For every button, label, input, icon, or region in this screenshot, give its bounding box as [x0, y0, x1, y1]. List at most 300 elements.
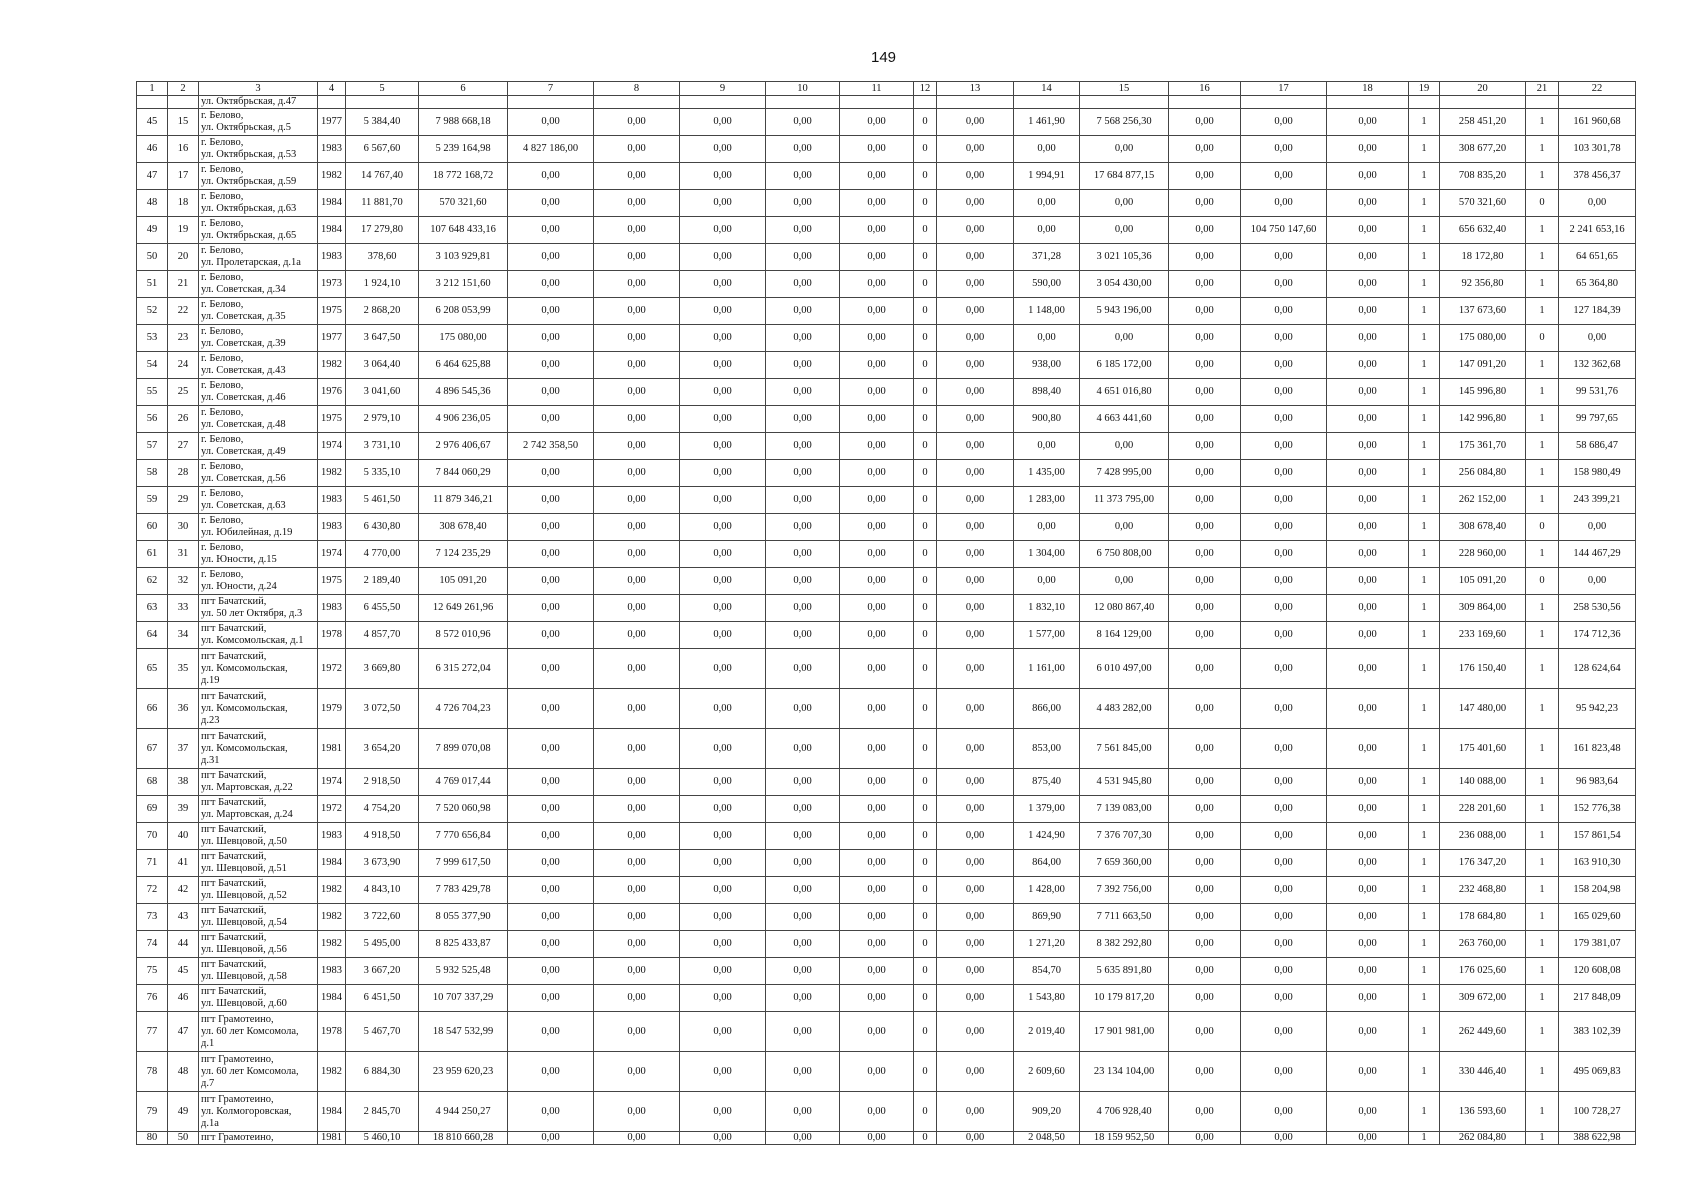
table-cell: 104 750 147,60	[1241, 217, 1327, 244]
table-cell: 1	[1526, 352, 1559, 379]
table-cell: 236 088,00	[1440, 823, 1526, 850]
table-cell: 1	[1409, 109, 1440, 136]
address-line: ул. 60 лет Комсомола,	[201, 1065, 299, 1077]
table-cell: 0,00	[1014, 190, 1080, 217]
table-cell: 0,00	[1014, 217, 1080, 244]
table-cell: 3 021 105,36	[1080, 244, 1169, 271]
table-cell: 0,00	[680, 796, 766, 823]
table-cell: 25	[168, 379, 199, 406]
table-row	[137, 568, 1636, 595]
table-cell: 0,00	[1327, 109, 1409, 136]
table-cell: 0,00	[937, 1012, 1014, 1052]
table-cell: 258 530,56	[1559, 595, 1636, 622]
table-row	[137, 729, 1636, 769]
table-cell	[318, 96, 346, 109]
table-cell: 2 019,40	[1014, 1012, 1080, 1052]
table-cell: 157 861,54	[1559, 823, 1636, 850]
table-cell: 72	[137, 877, 168, 904]
table-cell: 0,00	[1327, 541, 1409, 568]
table-cell: 0,00	[508, 904, 594, 931]
table-cell: 258 451,20	[1440, 109, 1526, 136]
address-cell	[199, 433, 318, 460]
address-cell	[199, 904, 318, 931]
table-cell: 1	[1526, 406, 1559, 433]
table-cell: 0,00	[766, 850, 840, 877]
address-line: ул. Колмогоровская,	[201, 1105, 292, 1117]
table-cell: 1	[1526, 271, 1559, 298]
table-cell: 145 996,80	[1440, 379, 1526, 406]
table-cell: 64 651,65	[1559, 244, 1636, 271]
table-row	[137, 514, 1636, 541]
table-cell: 0,00	[1241, 595, 1327, 622]
table-cell: 0,00	[1241, 406, 1327, 433]
table-cell: 0,00	[1559, 325, 1636, 352]
table-cell: 0,00	[937, 352, 1014, 379]
table-cell: 4 651 016,80	[1080, 379, 1169, 406]
table-cell: 17 279,80	[346, 217, 419, 244]
table-cell: 0,00	[680, 298, 766, 325]
table-cell: 50	[168, 1132, 199, 1145]
table-cell: 1982	[318, 904, 346, 931]
table-cell: 0,00	[680, 689, 766, 729]
table-cell: 44	[168, 931, 199, 958]
address-line: ул. Советская, д.34	[201, 284, 286, 295]
table-cell: 0,00	[594, 1052, 680, 1092]
table-cell: 0,00	[840, 298, 914, 325]
table-cell: 4 726 704,23	[419, 689, 508, 729]
table-cell: 0,00	[594, 823, 680, 850]
table-cell: 1 271,20	[1014, 931, 1080, 958]
table-row	[137, 271, 1636, 298]
table-cell: 5 635 891,80	[1080, 958, 1169, 985]
table-cell: 0,00	[840, 1092, 914, 1132]
table-cell: 4 918,50	[346, 823, 419, 850]
table-cell: 0,00	[937, 460, 1014, 487]
table-cell: 1981	[318, 729, 346, 769]
table-cell: 1	[1526, 904, 1559, 931]
table-cell: 0,00	[680, 271, 766, 298]
table-cell: 0,00	[1169, 1012, 1241, 1052]
table-cell: 1	[1526, 931, 1559, 958]
table-cell: 0,00	[1169, 1052, 1241, 1092]
table-cell: 0,00	[1080, 217, 1169, 244]
address-line: г. Белово,	[201, 137, 244, 148]
table-cell: 17 901 981,00	[1080, 1012, 1169, 1052]
table-cell: 176 347,20	[1440, 850, 1526, 877]
table-cell: 1	[1526, 1052, 1559, 1092]
table-cell: 0,00	[1014, 325, 1080, 352]
table-cell: 0,00	[1241, 244, 1327, 271]
table-cell: 0,00	[594, 541, 680, 568]
table-cell: 0,00	[840, 823, 914, 850]
table-cell: 38	[168, 769, 199, 796]
table-cell: 0,00	[1169, 904, 1241, 931]
table-cell: 0	[914, 379, 937, 406]
address-line: ул. 50 лет Октября, д.3	[201, 608, 303, 619]
table-cell: 49	[168, 1092, 199, 1132]
table-row	[137, 850, 1636, 877]
table-cell: 1	[1526, 985, 1559, 1012]
table-row	[137, 595, 1636, 622]
table-cell: 0,00	[1241, 352, 1327, 379]
table-cell: 0	[914, 689, 937, 729]
table-cell: 1978	[318, 622, 346, 649]
table-cell: 23	[168, 325, 199, 352]
table-cell: 1	[1409, 877, 1440, 904]
table-cell: 7 428 995,00	[1080, 460, 1169, 487]
table-row	[137, 649, 1636, 689]
table-cell: 1984	[318, 1092, 346, 1132]
column-header: 21	[1526, 82, 1559, 96]
table-cell: 256 084,80	[1440, 460, 1526, 487]
table-cell: 1	[1409, 568, 1440, 595]
table-cell: 0,00	[840, 163, 914, 190]
table-cell: 0,00	[840, 1012, 914, 1052]
table-cell: 0,00	[937, 109, 1014, 136]
table-row	[137, 904, 1636, 931]
table-cell: 0	[914, 460, 937, 487]
table-cell: 0,00	[680, 460, 766, 487]
address-line: пгт Бачатский,	[201, 730, 267, 742]
table-cell: 158 204,98	[1559, 877, 1636, 904]
table-cell: 6 185 172,00	[1080, 352, 1169, 379]
table-cell: 1	[1409, 460, 1440, 487]
table-cell: 99 531,76	[1559, 379, 1636, 406]
table-cell: 708 835,20	[1440, 163, 1526, 190]
column-header: 19	[1409, 82, 1440, 96]
table-cell: 3 731,10	[346, 433, 419, 460]
table-cell: 3 041,60	[346, 379, 419, 406]
table-cell: 1	[1409, 244, 1440, 271]
table-cell	[766, 96, 840, 109]
table-cell: 1	[1526, 163, 1559, 190]
table-cell: 140 088,00	[1440, 769, 1526, 796]
table-cell: 1983	[318, 823, 346, 850]
table-cell: 26	[168, 406, 199, 433]
table-cell: 0,00	[1241, 298, 1327, 325]
address-line: г. Белово,	[201, 380, 244, 391]
table-cell: 0,00	[1241, 136, 1327, 163]
table-cell: 76	[137, 985, 168, 1012]
table-cell	[1440, 96, 1526, 109]
table-cell: 1	[1409, 1052, 1440, 1092]
table-cell: 0,00	[1241, 514, 1327, 541]
table-cell: 1	[1409, 729, 1440, 769]
table-cell: 5 467,70	[346, 1012, 419, 1052]
table-cell: 1984	[318, 985, 346, 1012]
column-header: 9	[680, 82, 766, 96]
table-cell: 4 754,20	[346, 796, 419, 823]
table-cell: 6 464 625,88	[419, 352, 508, 379]
table-cell: 3 654,20	[346, 729, 419, 769]
table-cell: 0,00	[508, 649, 594, 689]
table-cell: 46	[168, 985, 199, 1012]
address-cell	[199, 796, 318, 823]
table-cell: 6 455,50	[346, 595, 419, 622]
table-cell: 0,00	[508, 163, 594, 190]
table-cell: 60	[137, 514, 168, 541]
table-cell: 0,00	[937, 769, 1014, 796]
table-cell: 0,00	[840, 406, 914, 433]
table-cell: 0,00	[937, 649, 1014, 689]
table-cell: 0	[914, 877, 937, 904]
table-cell: 0,00	[840, 352, 914, 379]
table-cell: 0,00	[594, 352, 680, 379]
table-cell: 0,00	[766, 931, 840, 958]
table-cell: 0,00	[1327, 850, 1409, 877]
table-cell: 50	[137, 244, 168, 271]
table-cell: 5 239 164,98	[419, 136, 508, 163]
table-cell: 1983	[318, 244, 346, 271]
table-cell: 0,00	[508, 352, 594, 379]
address-line: ул. Мартовская, д.24	[201, 809, 293, 820]
table-cell: 0,00	[1169, 541, 1241, 568]
table-cell: 0,00	[508, 514, 594, 541]
address-cell	[199, 1052, 318, 1092]
table-cell: 105 091,20	[419, 568, 508, 595]
table-cell: 853,00	[1014, 729, 1080, 769]
table-row	[137, 109, 1636, 136]
address-line: г. Белово,	[201, 353, 244, 364]
address-cell	[199, 985, 318, 1012]
table-cell: 1982	[318, 931, 346, 958]
address-line: ул. Шевцовой, д.50	[201, 836, 287, 847]
table-cell: 1974	[318, 541, 346, 568]
table-cell: 2 918,50	[346, 769, 419, 796]
table-cell: 1 543,80	[1014, 985, 1080, 1012]
table-cell	[914, 96, 937, 109]
address-line: г. Белово,	[201, 110, 244, 121]
address-line: ул. Шевцовой, д.58	[201, 971, 287, 982]
table-cell: 900,80	[1014, 406, 1080, 433]
table-cell: 45	[168, 958, 199, 985]
table-cell: 5 495,00	[346, 931, 419, 958]
table-cell: 59	[137, 487, 168, 514]
table-cell: 30	[168, 514, 199, 541]
table-cell	[937, 96, 1014, 109]
table-cell: 0,00	[1327, 217, 1409, 244]
table-cell: 0,00	[680, 244, 766, 271]
table-cell: 34	[168, 622, 199, 649]
address-cell	[199, 1132, 318, 1145]
table-cell: 0,00	[937, 271, 1014, 298]
address-cell	[199, 1012, 318, 1052]
table-cell: 0	[914, 595, 937, 622]
table-cell: 0,00	[594, 1132, 680, 1145]
table-cell: 65 364,80	[1559, 271, 1636, 298]
table-cell: 0,00	[680, 931, 766, 958]
table-cell	[1169, 96, 1241, 109]
column-header: 12	[914, 82, 937, 96]
table-cell: 2 868,20	[346, 298, 419, 325]
table-cell: 0,00	[1169, 958, 1241, 985]
address-line: г. Белово,	[201, 569, 244, 580]
table-cell: 0	[914, 109, 937, 136]
table-cell: 1 924,10	[346, 271, 419, 298]
table-cell	[840, 96, 914, 109]
table-cell: 47	[137, 163, 168, 190]
table-cell: 127 184,39	[1559, 298, 1636, 325]
table-cell: 103 301,78	[1559, 136, 1636, 163]
address-line: д.19	[201, 674, 220, 686]
table-cell: 0,00	[508, 958, 594, 985]
address-cell	[199, 595, 318, 622]
table-cell: 0	[914, 1012, 937, 1052]
table-cell	[680, 96, 766, 109]
table-cell: 1	[1409, 649, 1440, 689]
table-cell: 383 102,39	[1559, 1012, 1636, 1052]
address-line: д.23	[201, 714, 220, 726]
table-cell: 0	[914, 904, 937, 931]
table-cell: 0,00	[937, 163, 1014, 190]
table-cell: 0	[914, 514, 937, 541]
table-cell: 0,00	[766, 271, 840, 298]
table-cell: 1	[1409, 325, 1440, 352]
address-line: ул. Советская, д.49	[201, 446, 286, 457]
table-cell: 0,00	[1169, 796, 1241, 823]
table-cell: 1	[1526, 769, 1559, 796]
address-line: пгт Бачатский,	[201, 797, 267, 808]
table-cell: 0,00	[1080, 514, 1169, 541]
table-cell: 0,00	[508, 379, 594, 406]
address-line: ул. Советская, д.43	[201, 365, 286, 376]
table-cell: 1	[1526, 689, 1559, 729]
table-cell: 1973	[318, 271, 346, 298]
table-row	[137, 1092, 1636, 1132]
table-cell: 0,00	[1169, 985, 1241, 1012]
table-cell: 68	[137, 769, 168, 796]
table-cell: 0,00	[937, 796, 1014, 823]
table-cell: 0,00	[1241, 850, 1327, 877]
table-cell: 0,00	[1241, 190, 1327, 217]
table-cell: 0,00	[937, 985, 1014, 1012]
table-cell: 1977	[318, 325, 346, 352]
table-cell: 0,00	[680, 622, 766, 649]
table-cell: 0,00	[1327, 433, 1409, 460]
table-cell: 0,00	[840, 1132, 914, 1145]
table-cell: 0,00	[1327, 985, 1409, 1012]
table-cell: 0,00	[766, 985, 840, 1012]
table-cell: 570 321,60	[1440, 190, 1526, 217]
address-line: ул. Комсомольская,	[201, 702, 288, 714]
table-cell: 0	[914, 823, 937, 850]
table-cell: 0,00	[1241, 958, 1327, 985]
table-cell: 6 010 497,00	[1080, 649, 1169, 689]
table-cell: 2 979,10	[346, 406, 419, 433]
table-cell: 909,20	[1014, 1092, 1080, 1132]
table-cell: 0,00	[508, 325, 594, 352]
table-cell: 262 084,80	[1440, 1132, 1526, 1145]
table-cell: 1	[1526, 729, 1559, 769]
table-cell: 1977	[318, 109, 346, 136]
table-cell: 0	[914, 985, 937, 1012]
table-cell: 0,00	[1169, 823, 1241, 850]
table-cell: 0,00	[1169, 689, 1241, 729]
table-cell: 0,00	[840, 433, 914, 460]
table-cell: 41	[168, 850, 199, 877]
table-cell: 0,00	[1241, 568, 1327, 595]
table-cell: 0,00	[680, 325, 766, 352]
table-cell: 3 072,50	[346, 689, 419, 729]
table-row	[137, 298, 1636, 325]
table-cell: 0,00	[1327, 406, 1409, 433]
table-cell: 7 139 083,00	[1080, 796, 1169, 823]
table-cell: 6 451,50	[346, 985, 419, 1012]
address-line: ул. Юности, д.15	[201, 554, 277, 565]
table-cell: 3 722,60	[346, 904, 419, 931]
table-cell: 1 161,00	[1014, 649, 1080, 689]
table-cell: 0,00	[766, 379, 840, 406]
table-cell: 6 750 808,00	[1080, 541, 1169, 568]
table-cell: 100 728,27	[1559, 1092, 1636, 1132]
address-line: ул. Октябрьская, д.63	[201, 203, 297, 214]
address-cell	[199, 729, 318, 769]
table-cell: 0,00	[766, 217, 840, 244]
table-cell: 47	[168, 1012, 199, 1052]
table-cell: 0,00	[1327, 958, 1409, 985]
table-cell: 0,00	[1169, 769, 1241, 796]
table-cell: 0,00	[508, 460, 594, 487]
table-cell: 1982	[318, 1052, 346, 1092]
address-line: ул. Шевцовой, д.54	[201, 917, 287, 928]
address-line: г. Белово,	[201, 191, 244, 202]
table-cell: 0	[1526, 568, 1559, 595]
table-cell: 4 906 236,05	[419, 406, 508, 433]
table-cell: 0	[914, 163, 937, 190]
table-cell: 590,00	[1014, 271, 1080, 298]
address-line: ул. Советская, д.35	[201, 311, 286, 322]
address-cell	[199, 622, 318, 649]
table-cell: 0,00	[594, 796, 680, 823]
table-cell: 0,00	[1241, 271, 1327, 298]
table-cell: 1972	[318, 649, 346, 689]
table-cell: 0,00	[766, 1132, 840, 1145]
address-cell	[199, 568, 318, 595]
table-cell: 0,00	[594, 460, 680, 487]
table-cell: 1	[1526, 487, 1559, 514]
table-cell: 2 048,50	[1014, 1132, 1080, 1145]
table-cell: 309 864,00	[1440, 595, 1526, 622]
table-cell: 0,00	[594, 217, 680, 244]
table-cell: 1	[1409, 689, 1440, 729]
table-cell: 0,00	[680, 406, 766, 433]
table-cell: 0,00	[937, 541, 1014, 568]
table-cell: 0,00	[1241, 689, 1327, 729]
table-cell: 1979	[318, 689, 346, 729]
address-line: г. Белово,	[201, 326, 244, 337]
address-line: пгт Бачатский,	[201, 905, 267, 916]
table-cell: 75	[137, 958, 168, 985]
column-header: 13	[937, 82, 1014, 96]
table-cell: 1	[1409, 217, 1440, 244]
address-line: ул. Мартовская, д.22	[201, 782, 293, 793]
table-cell: 1 148,00	[1014, 298, 1080, 325]
table-cell: 0,00	[680, 541, 766, 568]
table-cell: 1982	[318, 877, 346, 904]
table-cell: 0,00	[840, 904, 914, 931]
table-cell: 1	[1409, 379, 1440, 406]
table-cell: 0,00	[840, 487, 914, 514]
table-cell: 0,00	[766, 689, 840, 729]
table-cell: 1	[1409, 271, 1440, 298]
table-cell: 0,00	[766, 325, 840, 352]
table-cell: 1	[1526, 379, 1559, 406]
table-cell: 0,00	[508, 729, 594, 769]
table-cell: 0,00	[680, 595, 766, 622]
table-cell: 0	[914, 1092, 937, 1132]
table-cell: 12 649 261,96	[419, 595, 508, 622]
table-cell: 0,00	[1169, 622, 1241, 649]
